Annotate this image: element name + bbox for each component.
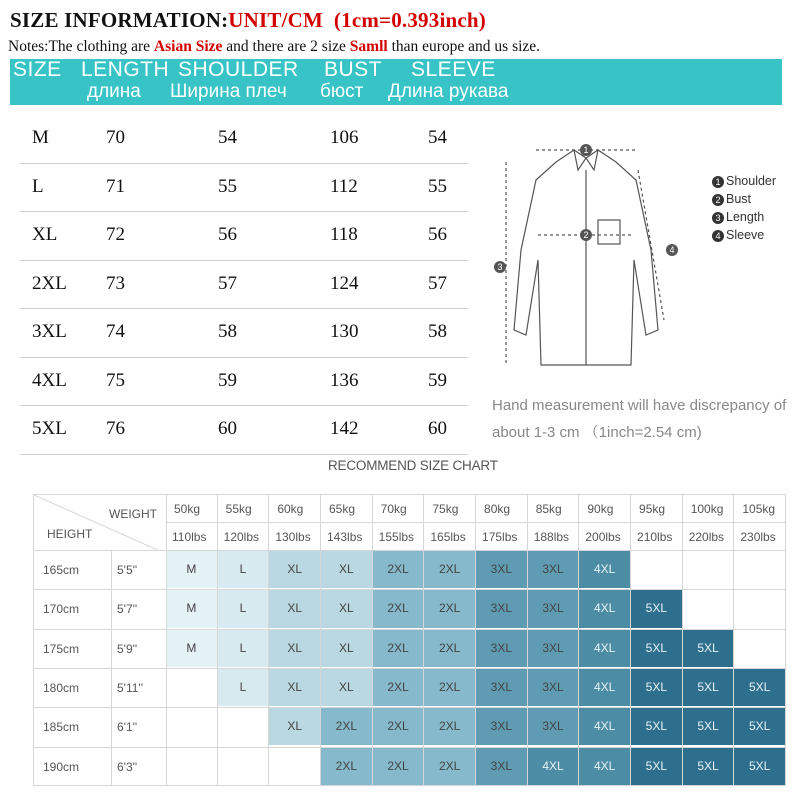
size-cell: XL [269, 707, 321, 746]
marker-2: 2 [583, 230, 589, 240]
size-cell: 3XL [528, 629, 580, 668]
size-cell: 5XL [631, 668, 683, 707]
weight-label: WEIGHT [109, 507, 157, 521]
size-cell: 3XL [476, 747, 528, 786]
size-row [20, 261, 468, 310]
size-cell [166, 668, 218, 707]
grid-line [423, 494, 424, 786]
size-cell: 5XL [631, 589, 683, 628]
measurement-value: 71 [106, 175, 125, 197]
size-cell: 4XL [528, 747, 580, 786]
measurement-value: 59 [218, 369, 237, 391]
size-cell: 2XL [373, 589, 425, 628]
size-cell: 2XL [321, 747, 373, 786]
size-cell [734, 550, 786, 589]
size-cell: 3XL [476, 707, 528, 746]
marker-3: 3 [497, 262, 503, 272]
grid-line [475, 494, 476, 786]
size-cell: 4XL [579, 747, 631, 786]
size-cell: 5XL [683, 707, 735, 746]
size-cell: 4XL [579, 589, 631, 628]
grid-line [268, 494, 269, 786]
weight-lbs: 110lbs [172, 530, 207, 544]
size-cell: 4XL [579, 668, 631, 707]
size-cell: 3XL [528, 707, 580, 746]
col-length-ru: длина [87, 81, 141, 102]
size-label: 5XL [32, 418, 67, 439]
size-cell: 3XL [476, 629, 528, 668]
grid-line [578, 494, 579, 786]
size-cell [166, 707, 218, 746]
grid-line [33, 494, 786, 495]
measurement-value: 73 [106, 272, 125, 294]
height-ft: 5'9'' [117, 641, 138, 656]
weight-kg: 105kg [742, 502, 776, 516]
measurement-value: 58 [428, 321, 447, 342]
size-cell: L [218, 668, 270, 707]
size-cell [218, 707, 270, 746]
measurement-value: 118 [330, 224, 358, 245]
height-cm: 180cm [43, 680, 80, 695]
legend-length: 3 Length [712, 208, 776, 226]
grid-line [166, 494, 167, 786]
weight-kg: 75kg [432, 502, 459, 516]
size-cell: L [218, 550, 270, 589]
size-cell [218, 747, 270, 786]
size-cell: 3XL [528, 589, 580, 628]
size-cell: 3XL [528, 550, 580, 589]
size-row [20, 115, 468, 164]
measurement-value: 130 [330, 321, 359, 342]
weight-kg: 50kg [174, 502, 201, 516]
size-cell: 3XL [528, 668, 580, 707]
hand-measurement-note: Hand measurement will have discrepancy of about 1-3 cm （1inch=2.54 cm) [492, 397, 787, 441]
weight-lbs: 120lbs [223, 530, 260, 544]
size-cell: 2XL [424, 747, 476, 786]
size-cell: 2XL [424, 668, 476, 707]
grid-line [33, 494, 34, 786]
size-cell: 3XL [476, 668, 528, 707]
size-cell [683, 589, 735, 628]
measurement-value: 58 [218, 321, 237, 342]
height-cm: 175cm [43, 641, 80, 656]
unit-label: UNIT/CM [228, 8, 324, 32]
height-ft: 6'1'' [117, 720, 138, 735]
size-cell [734, 629, 786, 668]
grid-line [33, 589, 786, 590]
measurement-value: 55 [218, 175, 237, 197]
grid-line [33, 629, 786, 630]
size-cell: 4XL [579, 707, 631, 746]
weight-kg: 60kg [277, 502, 304, 516]
measurement-value: 75 [106, 369, 125, 391]
size-row [20, 309, 468, 358]
size-cell: 5XL [734, 747, 786, 786]
size-cell: L [218, 629, 270, 668]
weight-lbs: 210lbs [637, 530, 673, 544]
weight-kg: 65kg [329, 502, 356, 516]
size-cell [166, 747, 218, 786]
size-cell: 4XL [579, 550, 631, 589]
measurement-value: 72 [106, 224, 125, 245]
grid-line [785, 494, 786, 786]
measurement-value: 54 [218, 127, 237, 148]
measurement-value: 59 [428, 369, 447, 391]
col-size: SIZE [13, 58, 62, 81]
weight-lbs: 155lbs [378, 530, 415, 544]
size-cell: L [218, 589, 270, 628]
measurement-value: 56 [218, 224, 237, 245]
size-cell: 2XL [373, 668, 425, 707]
measurement-value: 56 [428, 224, 447, 245]
weight-kg: 55kg [225, 502, 252, 516]
grid-line [217, 494, 218, 786]
height-cm: 185cm [43, 720, 80, 735]
col-shoulder: SHOULDER [178, 58, 299, 81]
weight-kg: 85kg [535, 502, 562, 516]
size-cell: 2XL [321, 707, 373, 746]
recommend-size-chart [33, 494, 786, 786]
conversion-label: (1cm=0.393inch) [333, 8, 486, 32]
measurement-value: 106 [330, 127, 359, 148]
grid-line [33, 707, 786, 708]
size-cell: 5XL [683, 629, 735, 668]
weight-lbs: 220lbs [688, 530, 725, 544]
height-cm: 165cm [43, 563, 80, 577]
col-length: LENGTH [81, 58, 170, 81]
measurement-value: 54 [428, 127, 447, 148]
size-cell: 2XL [373, 550, 425, 589]
weight-lbs: 143lbs [327, 530, 363, 544]
size-label: 3XL [32, 321, 67, 342]
size-cell: 5XL [631, 707, 683, 746]
header-diagonal [33, 494, 159, 551]
size-cell [683, 550, 735, 589]
size-cell: 5XL [683, 747, 735, 786]
weight-kg: 90kg [587, 502, 614, 516]
size-cell: 2XL [424, 589, 476, 628]
marker-1: 1 [583, 145, 589, 155]
measurement-value: 142 [330, 418, 359, 439]
measurement-value: 70 [106, 127, 125, 148]
size-label: 2XL [32, 272, 67, 294]
measurement-value: 60 [428, 418, 447, 439]
weight-lbs: 200lbs [585, 530, 621, 544]
weight-lbs: 165lbs [430, 530, 466, 544]
grid-line [33, 668, 786, 669]
size-cell: M [166, 589, 218, 628]
size-cell: 2XL [373, 747, 425, 786]
diagram-legend [712, 172, 776, 244]
marker-4: 4 [669, 245, 675, 255]
size-row [20, 406, 468, 455]
size-cell: XL [321, 668, 373, 707]
height-label: HEIGHT [47, 527, 93, 541]
size-label: XL [32, 224, 58, 245]
size-cell: 3XL [476, 589, 528, 628]
grid-line [527, 494, 528, 786]
col-bust-ru: бюст [320, 81, 364, 102]
size-cell: XL [269, 668, 321, 707]
measurement-value: 76 [106, 418, 125, 439]
size-cell: XL [321, 589, 373, 628]
size-cell: XL [269, 629, 321, 668]
grid-line [733, 494, 734, 786]
size-cell: 5XL [734, 668, 786, 707]
shirt-diagram [486, 130, 686, 380]
measurement-value: 57 [218, 272, 237, 294]
size-cell [269, 747, 321, 786]
grid-line [682, 494, 683, 786]
size-cell: 2XL [373, 629, 425, 668]
grid-line [320, 494, 321, 786]
height-cm: 190cm [43, 759, 80, 774]
legend-sleeve: 4 Sleeve [712, 226, 776, 244]
measurement-value: 136 [330, 369, 359, 391]
size-cell: 5XL [734, 707, 786, 746]
height-ft: 5'7'' [117, 602, 138, 617]
grid-line [630, 494, 631, 786]
size-cell: M [166, 629, 218, 668]
size-info-title: SIZE INFORMATION:UNIT/CM (1cm=0.393inch) [10, 8, 486, 32]
height-cm: 170cm [43, 602, 80, 617]
size-cell: 5XL [631, 747, 683, 786]
recommend-title: RECOMMEND SIZE CHART [328, 458, 498, 473]
size-cell: 3XL [476, 550, 528, 589]
height-ft: 6'3'' [117, 759, 138, 774]
size-cell: XL [321, 629, 373, 668]
size-row [20, 358, 468, 407]
height-ft: 5'5'' [117, 563, 138, 577]
size-cell: 2XL [373, 707, 425, 746]
size-label: L [32, 175, 44, 197]
header-banner [10, 59, 782, 105]
size-cell [734, 589, 786, 628]
weight-kg: 70kg [380, 502, 407, 516]
measurement-value: 74 [106, 321, 125, 342]
col-bust: BUST [324, 58, 383, 81]
measurement-value: 124 [330, 272, 359, 294]
legend-bust: 2 Bust [712, 190, 776, 208]
size-row [20, 212, 468, 261]
size-cell: 2XL [424, 707, 476, 746]
weight-kg: 95kg [639, 502, 666, 516]
weight-lbs: 230lbs [740, 530, 776, 544]
notes-text: Notes:The clothing are Asian Size and there are 2 size Samll than europe and us size. [8, 38, 541, 55]
grid-line [33, 747, 786, 748]
weight-lbs: 130lbs [275, 530, 311, 544]
col-shoulder-ru: Ширина плеч [170, 81, 287, 102]
size-label: M [32, 127, 49, 148]
size-row [20, 164, 468, 213]
weight-kg: 80kg [484, 502, 511, 516]
legend-shoulder: 1 Shoulder [712, 172, 776, 190]
col-sleeve: SLEEVE [411, 58, 496, 81]
size-cell: 5XL [683, 668, 735, 707]
size-cell [631, 550, 683, 589]
grid-line [33, 785, 786, 786]
grid-line [33, 550, 786, 551]
measurement-value: 57 [428, 272, 447, 294]
size-cell: 2XL [424, 629, 476, 668]
measurement-value: 60 [218, 418, 237, 439]
measurement-value: 55 [428, 175, 447, 197]
size-cell: XL [269, 550, 321, 589]
size-cell: 4XL [579, 629, 631, 668]
size-cell: 5XL [631, 629, 683, 668]
size-cell: M [166, 550, 218, 589]
size-label: 4XL [32, 369, 67, 391]
weight-lbs: 188lbs [533, 530, 570, 544]
height-ft: 5'11'' [117, 680, 144, 695]
grid-line [111, 550, 112, 786]
col-sleeve-ru: Длина рукава [388, 81, 509, 102]
size-table [20, 115, 468, 455]
size-cell: XL [321, 550, 373, 589]
measurement-value: 112 [330, 175, 358, 197]
size-cell: XL [269, 589, 321, 628]
grid-line [372, 494, 373, 786]
weight-lbs: 175lbs [482, 530, 518, 544]
weight-kg: 100kg [690, 502, 724, 516]
size-cell: 2XL [424, 550, 476, 589]
